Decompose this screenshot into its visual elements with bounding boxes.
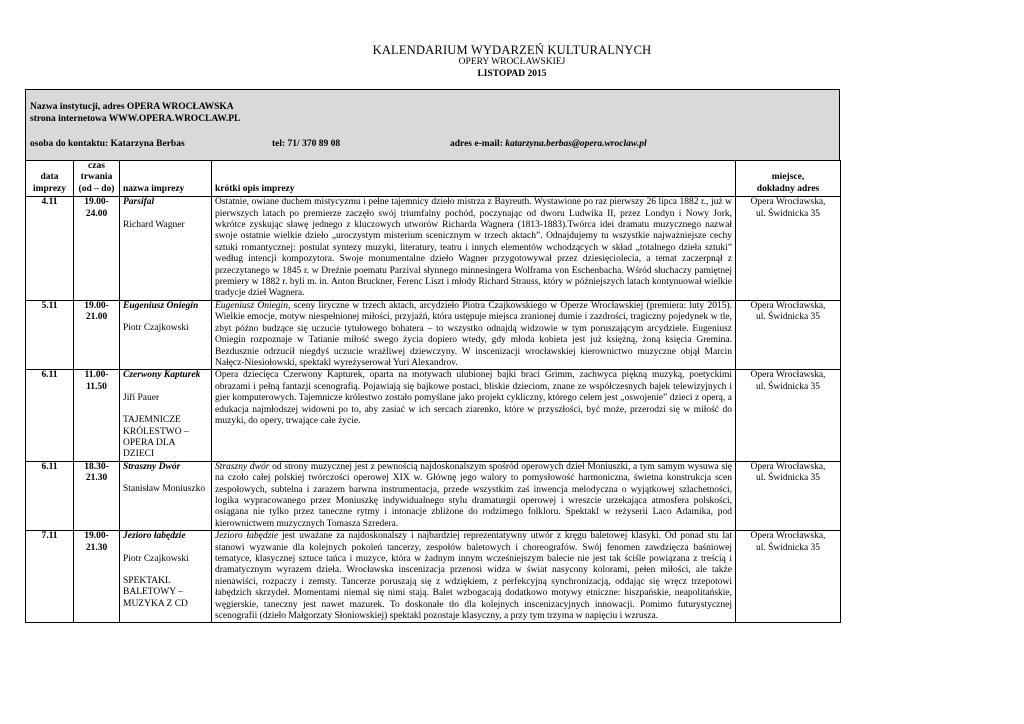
- event-author: Richard Wagner: [123, 219, 185, 230]
- event-name: Czerwony Kapturek: [123, 370, 201, 381]
- event-name: Eugeniusz Oniegin: [123, 300, 199, 311]
- event-description-title: Jezioro łabędzie: [215, 531, 279, 542]
- event-name-cell: [120, 300, 212, 369]
- event-date: 4.11: [26, 197, 74, 301]
- contact-email: katarzyna.berbas@opera.wroclaw.pl: [505, 139, 647, 149]
- event-author: Stanisław Moniuszko: [123, 484, 206, 495]
- event-name: Parsifal: [123, 197, 155, 208]
- event-description: , sceny liryczne w trzech aktach, arcydzieło Piotra Czajkowskiego w Operze Wrocławskiej (premiera: luty 2015). Wielkie emocje, motyw niespełnionej miłości, przyjaźń, która ustępuje miejsca zranionej dumie i zazdrości, tragiczny pojedynek w tle, zbyt późno budzące się uczucie tytułowego bohatera – to wszystko odnajdą widzowie w tym poruszającym arcydziele. Eugeniusz Oniegin rozpoznaje w Tatianie miłość swego życia dopiero wtedy, gdy młoda kobieta jest już księżną, żoną księcia Gremina. Bezdusznie odrzucił niegdyś uczucie wrażliwej dziewczyny. W inscenizacji wrocławskiej kierownictwo muzyczne objął Marcin Nałęcz-Niesiołowski, spektakl wyreżyserował Yuri Alexandrov.: [215, 300, 732, 368]
- table-row: [26, 370, 841, 461]
- table-row: [26, 300, 841, 369]
- header-place: miejsce, dokładny adres: [736, 161, 841, 197]
- document-subtitle: OPERY WROCŁAWSKIEJ: [458, 57, 566, 67]
- institution-name: Nazwa instytucji, adres OPERA WROCŁAWSKA: [30, 102, 234, 112]
- header-time: czas trwania (od – do): [74, 161, 120, 197]
- table-row: [26, 197, 841, 301]
- event-description: Opera dziecięca Czerwony Kapturek, oparta na motywach ulubionej bajki braci Grimm, zachwyca piękną muzyką, poetyckimi obrazami i pełną fantazji scenografią. Pojawiają się bajkowe postaci, bliskie dzieciom, znane ze współczesnych bajek telewizyjnych i gier komputerowych. Tajemnicze królestwo zostało pomyślane jako projekt cykliczny, którego celem jest „oswojenie” dzieci z operą, a edukacja najmłodszej widowni po to, aby zasiać w ich sercach ziarenko, które w przyszłości, być może, przerodzi się w miłość do muzyki, do opery, trwające całe życie.: [215, 370, 732, 426]
- event-time: 19.00- 21.00: [74, 300, 120, 369]
- event-description-cell: [212, 461, 736, 530]
- event-name-cell: [120, 197, 212, 301]
- event-description-cell: [212, 370, 736, 461]
- contact-email-line: [450, 139, 647, 149]
- institution-info-box: [25, 89, 840, 161]
- table-header-row: [26, 161, 841, 197]
- event-place: Opera Wrocławska, ul. Świdnicka 35: [736, 370, 841, 461]
- event-time: 19.00- 24.00: [74, 197, 120, 301]
- table-row: [26, 531, 841, 623]
- document-title: KALENDARIUM WYDARZEŃ KULTURALNYCH: [372, 43, 652, 57]
- event-description-cell: [212, 197, 736, 301]
- event-place: Opera Wrocławska, ul. Świdnicka 35: [736, 300, 841, 369]
- table-row: [26, 461, 841, 530]
- institution-website: strona internetowa WWW.OPERA.WROCLAW.PL: [30, 114, 241, 124]
- contact-phone: tel: 71/ 370 89 08: [272, 139, 341, 149]
- event-date: 7.11: [26, 531, 74, 623]
- event-description: od strony muzycznej jest z pewnością najdoskonalszym spośród operowych dzieł Moniuszki, a tym samym wysuwa się na czoło całej polskiej twórczości operowej XIX w. Głównę jego walory to pomysłowość harmoniczna, świetna konstrukcja scen zespołowych, subtelna i zarazem barwna instrumentacja, przede wszystkim zaś inwencja melodyczna o wyjątkowej szlachetności, logika wypracowanego przez Moniuszkę indywidualnego stylu dramaturgii operowej i wreszcie urzekająca atmosfera polskości, osiągana nie tylko przez taneczne rytmy i intonacje zbliżone do rodzimego folkloru. Spektakl w reżyserii Laco Adamika, pod kierownictwem muzycznych Tomasza Szredera.: [215, 461, 733, 529]
- header-name: nazwa imprezy: [120, 161, 212, 197]
- event-author: Jiří Pauer: [123, 392, 160, 403]
- event-date: 5.11: [26, 300, 74, 369]
- event-author: Piotr Czajkowski: [123, 323, 189, 334]
- header-description: krótki opis imprezy: [212, 161, 736, 197]
- event-time: 19.00- 21.30: [74, 531, 120, 623]
- event-name: Straszny Dwór: [123, 461, 181, 472]
- event-place: Opera Wrocławska, ul. Świdnicka 35: [736, 531, 841, 623]
- event-description-title: Straszny dwór: [215, 461, 270, 472]
- event-author: Piotr Czajkowski: [123, 553, 189, 564]
- header-date: data imprezy: [26, 161, 74, 197]
- event-date: 6.11: [26, 370, 74, 461]
- event-place: Opera Wrocławska, ul. Świdnicka 35: [736, 197, 841, 301]
- document-month: LISTOPAD 2015: [477, 69, 547, 79]
- events-table: [25, 160, 841, 623]
- event-description: jest uważane za najdoskonalszy i najbardziej reprezentatywny utwór z kręgu baletowej klasyki. Od ponad stu lat stanowi wyzwanie dla kolejnych pokoleń tancerzy, zespołów baletowych i choreografów. Swój fenomen zawdzięcza baśniowej tematyce, klasycznej sztuce tańca i muzyce, która w żadnym innym wcześniejszym balecie nie jest tak ściśle powiązana z treścią i dramatycznym wyrazem dzieła. Wrocławska inscenizacja przenosi widza w świat nasycony kolorami, pełen miłości, ale także nienawiści, rozpaczy i zemsty. Tancerze poruszają się z wdziękiem, z perfekcyjną synchronizacją, oddając się wręcz trzepotowi łabędzich skrzydeł. Momentami niemal się nimi stają. Balet wzbogacają dodatkowo motywy etniczne: hiszpańskie, neapolitańskie, węgierskie, taneczny jest nawet mazurek. To doskonałe tło dla kolejnych inscenizacyjnych innowacji. Pomimo futurystycznej scenografii (dzieło Małgorzaty Słoniowskiej) spektakl pozostaje klasyczny, a przy tym trzyma w napięciu i wzrusza.: [215, 531, 732, 622]
- event-name-cell: [120, 370, 212, 461]
- event-place: Opera Wrocławska, ul. Świdnicka 35: [736, 461, 841, 530]
- event-extra: TAJEMNICZE KRÓLESTWO – OPERA DLA DZIECI: [123, 415, 189, 460]
- event-date: 6.11: [26, 461, 74, 530]
- event-extra: SPEKTAKL BALETOWY – MUZYKA Z CD: [123, 576, 188, 609]
- event-description-cell: [212, 300, 736, 369]
- event-time: 11.00- 11.50: [74, 370, 120, 461]
- event-name: Jezioro łabędzie: [123, 531, 186, 542]
- event-description-title: Eugeniusz Oniegin: [215, 300, 288, 311]
- event-name-cell: [120, 531, 212, 623]
- contact-email-label: adres e-mail:: [450, 139, 506, 149]
- event-name-cell: [120, 461, 212, 530]
- event-description-cell: [212, 531, 736, 623]
- event-time: 18.30- 21.30: [74, 461, 120, 530]
- contact-person: osoba do kontaktu: Katarzyna Berbas: [30, 139, 185, 149]
- event-description: Ostatnie, owiane duchem mistycyzmu i pełne tajemnicy dzieło mistrza z Bayreuth. Wystawione po raz pierwszy 26 lipca 1882 r., już w pierwszych latach po premierze zaczęło swój triumfalny pochód, poczynając od dworu Ludwika II, przez Londyn i Nowy Jork, wkrótce zyskując sławę jednego z kluczowych utworów Richarda Wagnera (1813-1883).Twórca idei dramatu muzycznego nazwał swoje ostatnie wielkie dzieło „uroczystym misterium scenicznym w trzech aktach”. Odnajdujemy tu wszystkie najważniejsze cechy sztuki romantycznej: postulat syntezy muzyki, literatury, teatru i innych elementów wchodzących w skład „totalnego dzieła sztuki” według intencji kompozytora. Swoje monumentalne dzieło Wagner przygotowywał przez dziesięciolecia, a temat zaczerpnął z przeczytanego w 1845 r. w Dreźnie poematu Parzival słynnego minnesingera Wolframa von Eschenbacha. Wśród słuchaczy pamiętnej premiery w 1882 r. byli m. in. Anton Bruckner, Ferenc Liszt i młody Richard Strauss, który w późniejszych latach kontynuował wielkie tradycje dzieł Wagnera.: [215, 197, 732, 299]
